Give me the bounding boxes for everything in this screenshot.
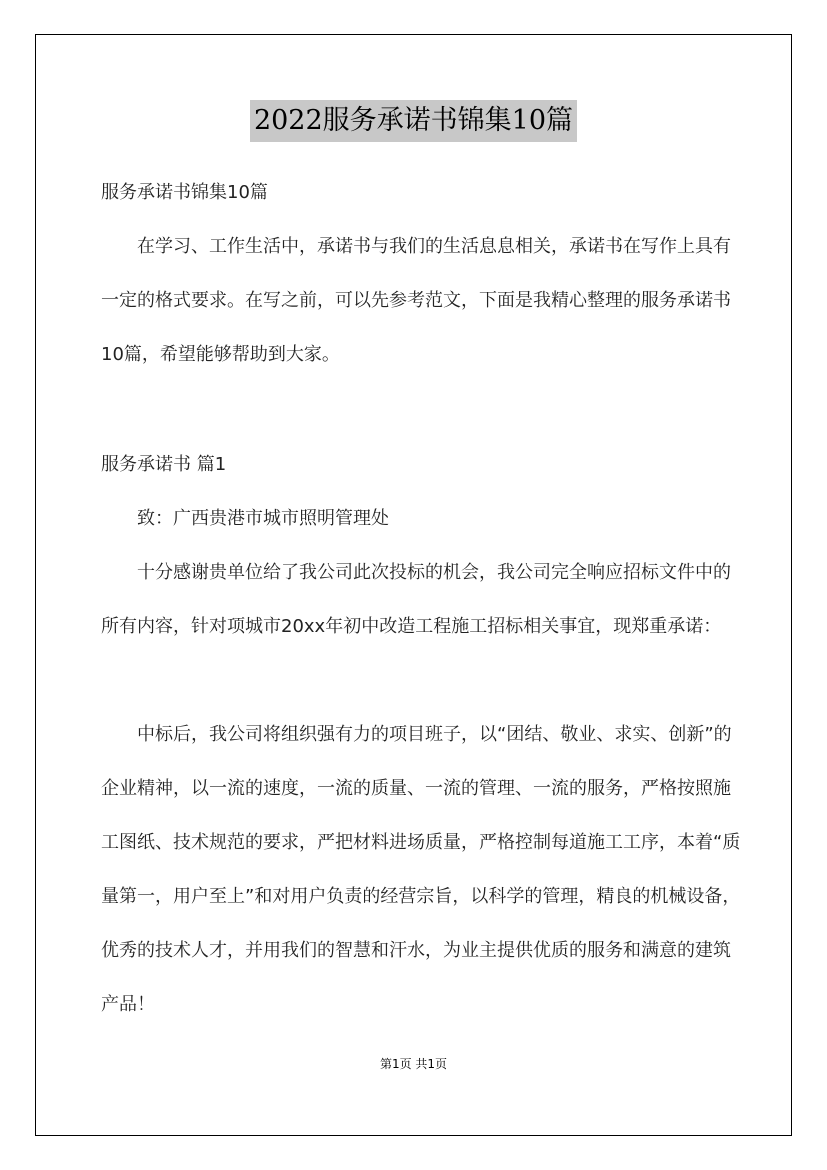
document-title-wrap xyxy=(0,100,827,142)
page-number-footer: 第1页 共1页 xyxy=(379,1057,448,1071)
body-paragraph-1: 十分感谢贵单位给了我公司此次投标的机会，我公司完全响应招标文件中的所有内容，针对项城市20xx年初中改造工程施工招标相关事宜，现郑重承诺： xyxy=(101,562,731,637)
intro-paragraph: 在学习、工作生活中，承诺书与我们的生活息息相关，承诺书在写作上具有一定的格式要求。在写之前，可以先参考范文，下面是我精心整理的服务承诺书10篇，希望能够帮助到大家。 xyxy=(101,236,731,365)
document-title: 2022服务承诺书锦集10篇 xyxy=(250,100,577,142)
salutation: 致：广西贵港市城市照明管理处 xyxy=(137,508,389,529)
document-subtitle: 服务承诺书锦集10篇 xyxy=(101,182,268,203)
body-paragraph-2: 中标后，我公司将组织强有力的项目班子，以“团结、敬业、求实、创新”的企业精神，以一流的速度，一流的质量、一流的管理、一流的服务，严格按照施工图纸、技术规范的要求，严把材料进场质量，严格控制每道施工工序，本着“质量第一，用户至上”和对用户负责的经营宗旨，以科学的管理，精良的机械设备，优秀的技术人才，并用我们的智慧和汗水，为业主提供优质的服务和满意的建筑产品！ xyxy=(101,724,741,1015)
section-heading: 服务承诺书 篇1 xyxy=(101,454,227,475)
